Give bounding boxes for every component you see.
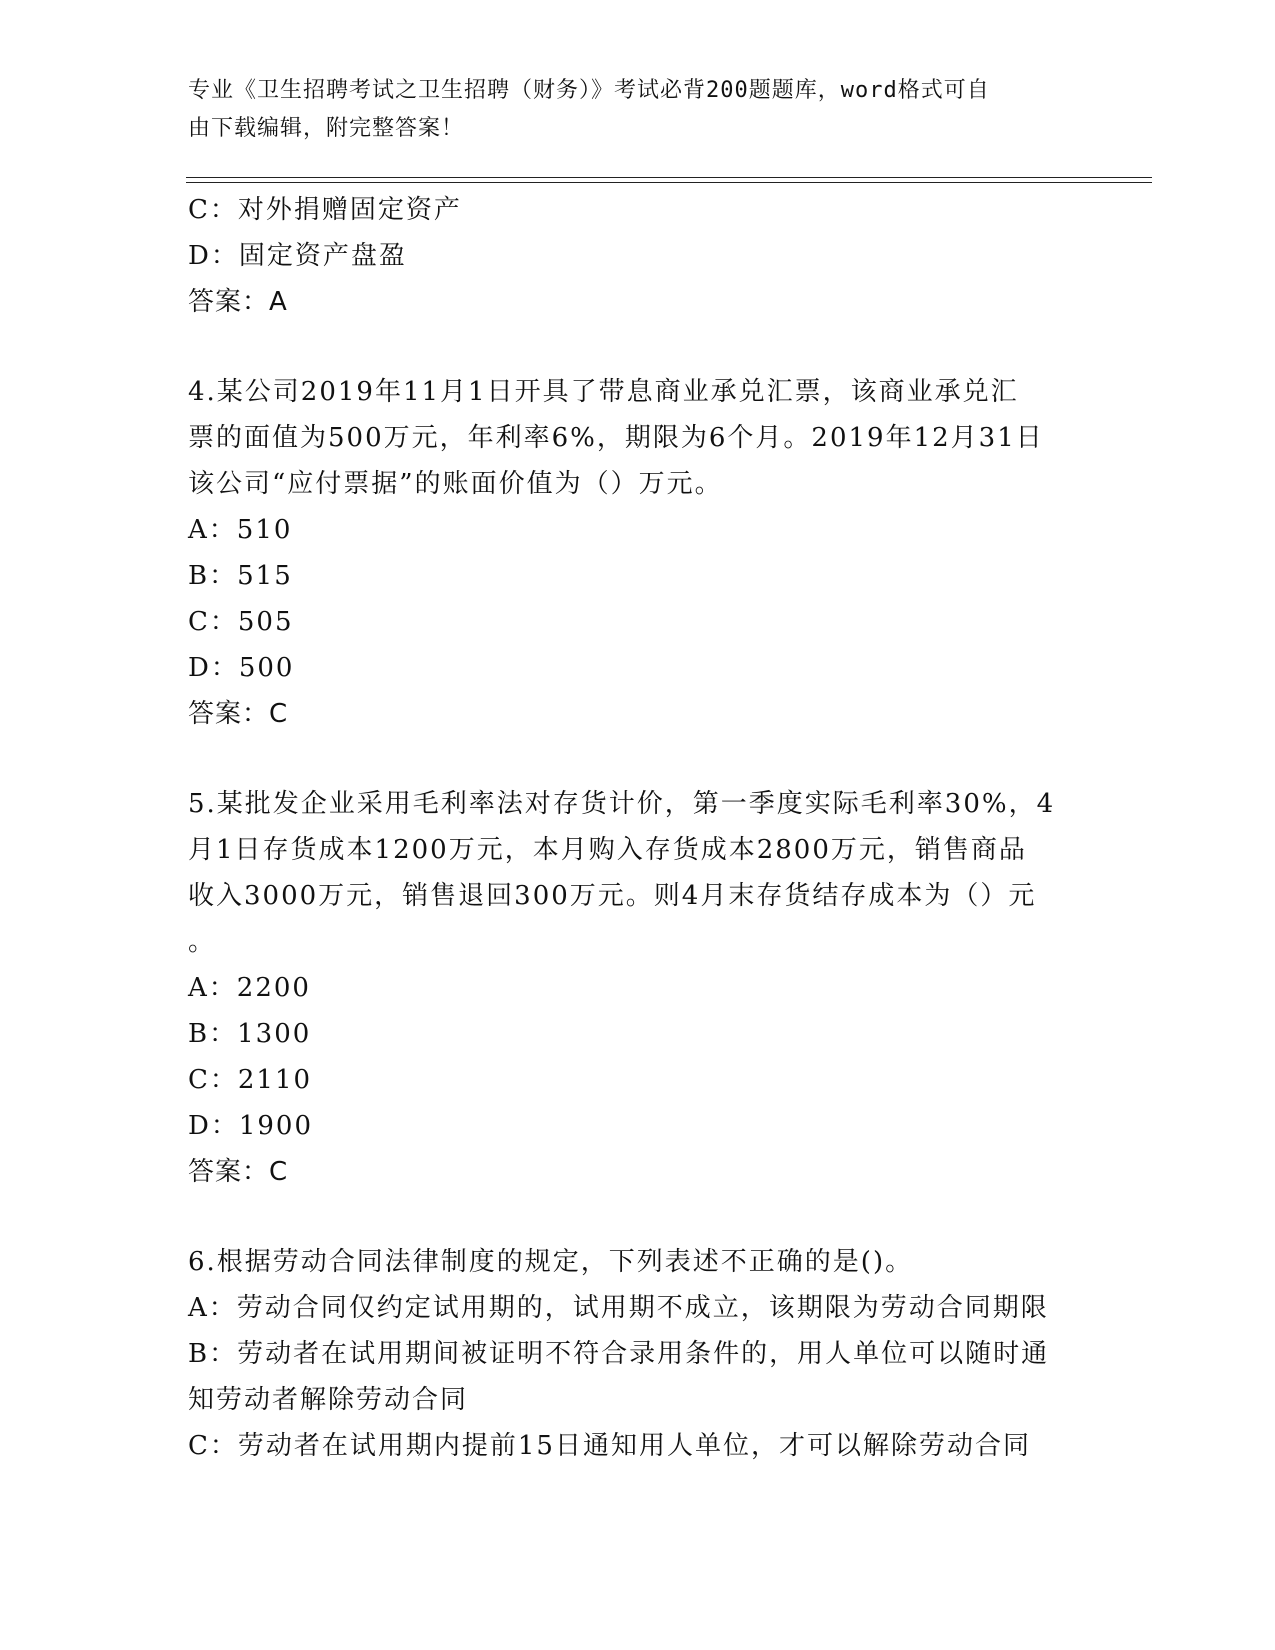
question-stem: 4.某公司2019年11月1日开具了带息商业承兑汇票，该商业承兑汇: [188, 377, 1019, 407]
question-stem: 6.根据劳动合同法律制度的规定，下列表述不正确的是()。: [188, 1247, 914, 1277]
question-6: [188, 1239, 1088, 1469]
spacer: [188, 325, 1088, 369]
option-c: C：2110: [188, 1065, 313, 1095]
option-a: A：劳动合同仅约定试用期的，试用期不成立，该期限为劳动合同期限: [188, 1293, 1049, 1323]
option-a: A：2200: [188, 973, 311, 1003]
question-stem: 月1日存货成本1200万元，本月购入存货成本2800万元，销售商品: [188, 835, 1027, 865]
option-b: B：515: [188, 561, 293, 591]
option-a: A：510: [188, 515, 293, 545]
question-stem: 该公司“应付票据”的账面价值为（）万元。: [188, 469, 723, 499]
question-stem: 。: [188, 927, 217, 957]
option-b: B：劳动者在试用期间被证明不符合录用条件的，用人单位可以随时通: [188, 1339, 1050, 1369]
option-c: C：505: [188, 607, 294, 637]
spacer: [188, 737, 1088, 781]
answer: 答案：C: [188, 1157, 289, 1187]
document-body: [188, 187, 1088, 1469]
header-line-1: 专业《卫生招聘考试之卫生招聘（财务）》考试必背200题题库，word格式可自: [188, 78, 990, 103]
header-line-2: 由下载编辑，附完整答案！: [188, 116, 465, 141]
option-c: C：对外捐赠固定资产: [188, 195, 462, 225]
option-d: D：500: [188, 653, 295, 683]
document-header: [188, 72, 1068, 148]
question-stem: 票的面值为500万元，年利率6%，期限为6个月。2019年12月31日: [188, 423, 1044, 453]
question-stem: 5.某批发企业采用毛利率法对存货计价，第一季度实际毛利率30%，4: [188, 789, 1056, 819]
option-b: B：1300: [188, 1019, 312, 1049]
question-3-tail: [188, 187, 1088, 325]
header-divider-bottom: [186, 182, 1152, 183]
option-d: D：1900: [188, 1111, 314, 1141]
question-5: [188, 781, 1088, 1195]
option-b-continued: 知劳动者解除劳动合同: [188, 1385, 469, 1415]
spacer: [188, 1195, 1088, 1239]
question-stem: 收入3000万元，销售退回300万元。则4月末存货结存成本为（）元: [188, 881, 1037, 911]
answer: 答案：A: [188, 287, 288, 317]
question-4: [188, 369, 1088, 737]
answer: 答案：C: [188, 699, 289, 729]
option-c: C：劳动者在试用期内提前15日通知用人单位，才可以解除劳动合同: [188, 1431, 1031, 1461]
option-d: D：固定资产盘盈: [188, 241, 407, 271]
header-divider-top: [186, 177, 1152, 178]
